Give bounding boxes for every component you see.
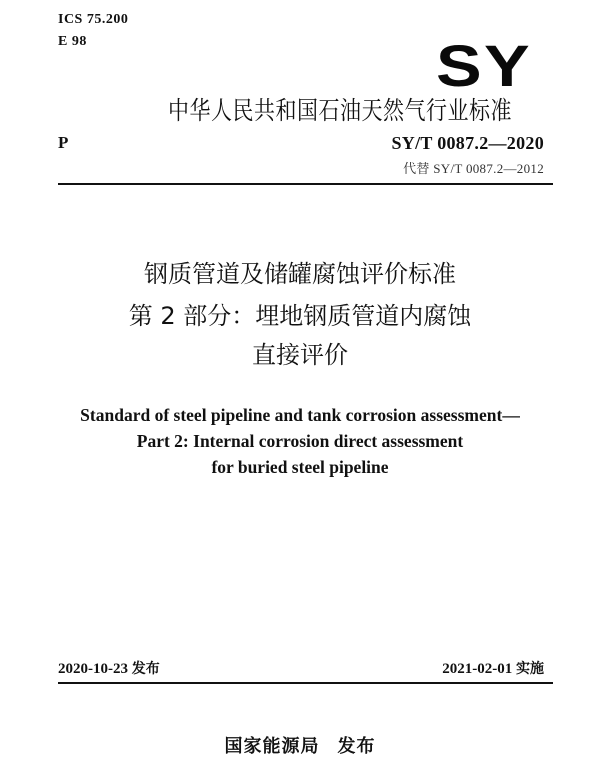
issue-date-label: 发布	[131, 661, 160, 677]
standard-number: SY/T 0087.2—2020	[391, 133, 544, 153]
title-cn-line-1: 钢质管道及储罐腐蚀评价标准	[144, 260, 456, 288]
sy-logo: SY	[436, 34, 533, 99]
issue-date	[58, 658, 160, 678]
title-cn-line-3: 直接评价	[252, 341, 348, 369]
replaces-standard: 代替 SY/T 0087.2—2012	[403, 161, 544, 176]
publisher-name: 国家能源局	[224, 736, 320, 757]
publisher-action: 发布	[337, 736, 376, 757]
publisher	[0, 732, 600, 758]
title-en-line-2: Part 2: Internal corrosion direct assessment	[136, 431, 464, 451]
title-en-line-1: Standard of steel pipeline and tank corrosion assessment—	[80, 405, 520, 425]
bottom-divider	[58, 682, 553, 684]
ccs-code: E 98	[58, 34, 87, 49]
category-letter: P	[58, 133, 69, 152]
title-cn-line-2: 第 2 部分：埋地钢质管道内腐蚀	[128, 302, 472, 330]
top-divider	[58, 183, 553, 185]
effective-date-label: 实施	[516, 661, 544, 677]
title-en-line-3: for buried steel pipeline	[211, 457, 389, 477]
effective-date-value: 2021-02-01	[442, 661, 513, 677]
issuing-standard-body: 中华人民共和国石油天然气行业标准	[168, 96, 512, 126]
issue-date-value: 2020-10-23	[58, 661, 128, 677]
ics-code: ICS 75.200	[58, 12, 129, 27]
effective-date	[442, 658, 544, 678]
